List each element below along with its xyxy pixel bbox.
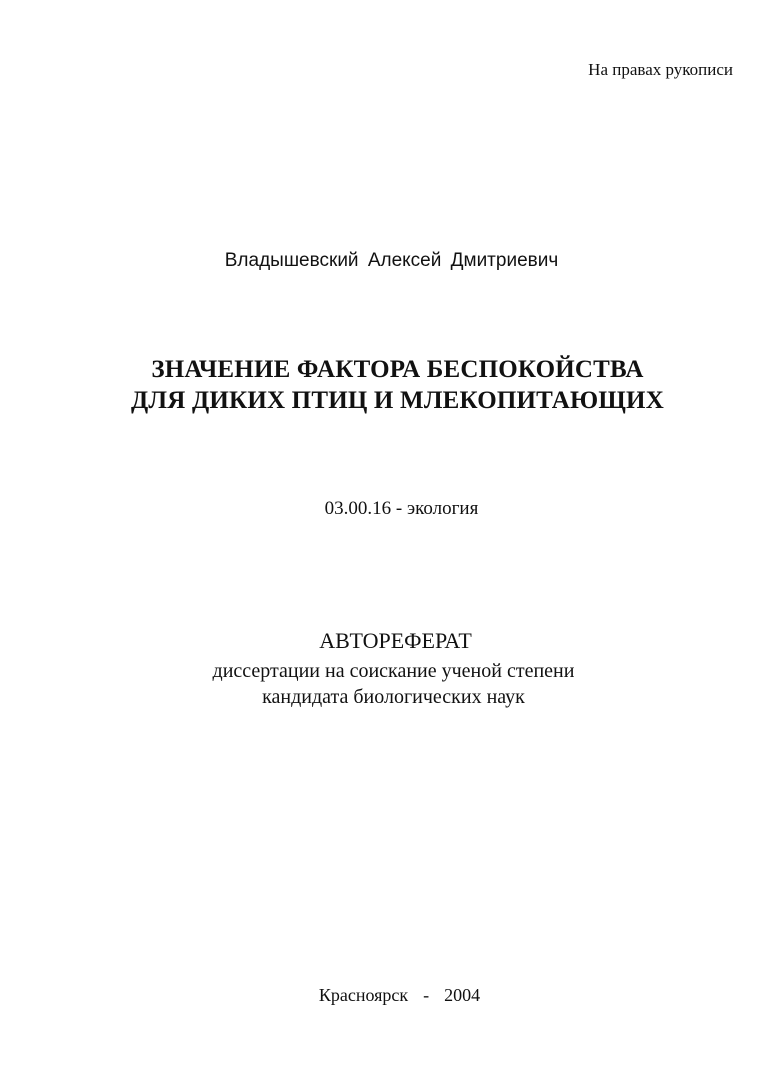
document-genre: АВТОРЕФЕРАТ: [319, 628, 472, 653]
title-line-2: ДЛЯ ДИКИХ ПТИЦ И МЛЕКОПИТАЮЩИХ: [131, 387, 664, 414]
place-and-year: Красноярск - 2004: [318, 985, 481, 1005]
specialty-code: 03.00.16 - экология: [324, 498, 479, 519]
rights-notice: На правах рукописи: [588, 60, 733, 79]
author-name: Владышевский Алексей Дмитриевич: [224, 250, 559, 271]
degree-description-line-1: диссертации на соискание ученой степени: [212, 660, 575, 682]
degree-description-line-2: кандидата биологических наук: [262, 686, 525, 708]
title-line-1: ЗНАЧЕНИЕ ФАКТОРА БЕСПОКОЙСТВА: [151, 356, 644, 383]
